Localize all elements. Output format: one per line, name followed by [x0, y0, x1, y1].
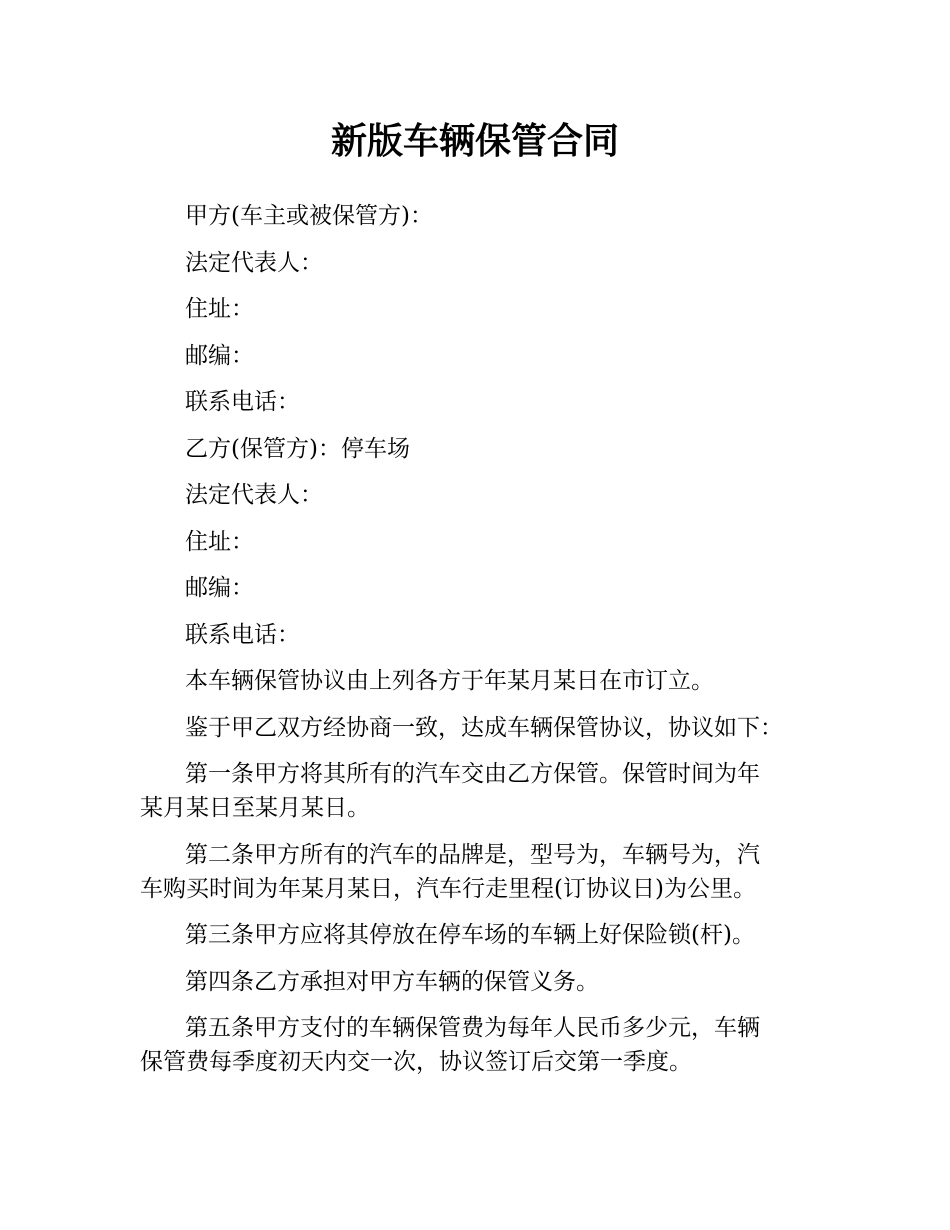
party-b-postcode [140, 571, 812, 605]
party-a-postcode [140, 339, 812, 373]
party-a-heading [140, 199, 812, 233]
document-body [140, 199, 812, 1092]
paragraph-line: 甲方(车主或被保管方)： [185, 203, 433, 229]
paragraph-line: 保管费每季度初天内交一次，协议签订后交第一季度。 [140, 1049, 692, 1075]
paragraph-line: 第四条乙方承担对甲方车辆的保管义务。 [185, 968, 599, 995]
paragraph-line: 本车辆保管协议由上列各方于年某月某日在市订立。 [185, 668, 714, 694]
party-b-legal-representative [140, 478, 812, 512]
paragraph-line: 车购买时间为年某月某日，汽车行走里程(订协议日)为公里。 [140, 875, 756, 902]
party-b-address [140, 525, 812, 559]
paragraph-line: 联系电话： [185, 621, 300, 648]
paragraph-line: 邮编： [185, 342, 254, 369]
party-a-phone [140, 385, 812, 419]
paragraph-line: 第五条甲方支付的车辆保管费为每年人民币多少元，车辆 [185, 1015, 760, 1041]
agreement-intro [140, 664, 812, 698]
article-3 [140, 918, 812, 952]
paragraph-line: 法定代表人： [185, 249, 323, 276]
paragraph-line: 联系电话： [185, 389, 300, 415]
party-b-phone [140, 618, 812, 652]
party-b-heading [140, 432, 812, 466]
paragraph-line: 第三条甲方应将其停放在停车场的车辆上好保险锁(杆)。 [185, 922, 755, 948]
paragraph-line: 住址： [185, 528, 254, 555]
paragraph-line: 邮编： [185, 575, 254, 601]
paragraph-line: 第二条甲方所有的汽车的品牌是，型号为，车辆号为，汽 [185, 841, 760, 868]
article-4 [140, 965, 812, 999]
paragraph-line: 法定代表人： [185, 482, 323, 508]
article-5 [140, 1011, 812, 1079]
paragraph-line: 乙方(保管方)：停车场 [185, 435, 410, 462]
article-1 [140, 757, 812, 825]
article-2 [140, 838, 812, 906]
agreement-preamble [140, 711, 812, 745]
party-a-legal-representative [140, 246, 812, 280]
paragraph-line: 住址： [185, 296, 254, 322]
paragraph-line: 某月某日至某月某日。 [140, 795, 370, 821]
party-a-address [140, 292, 812, 326]
paragraph-line: 鉴于甲乙双方经协商一致，达成车辆保管协议，协议如下： [185, 714, 783, 741]
document-title: 新版车辆保管合同 [330, 121, 619, 162]
paragraph-line: 第一条甲方将其所有的汽车交由乙方保管。保管时间为年 [185, 761, 760, 787]
